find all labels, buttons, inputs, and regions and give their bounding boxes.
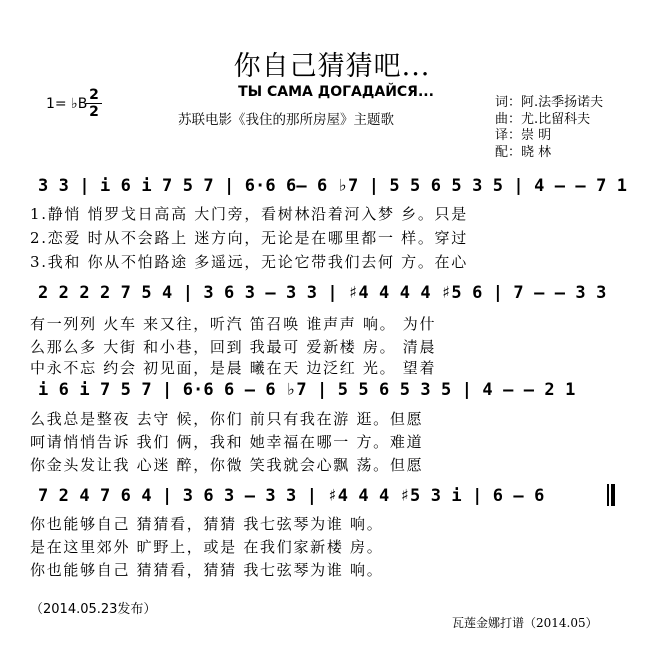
credit-lyricist: 词：阿.法季扬诺夫 <box>495 95 604 110</box>
time-signature-bottom: 2 <box>89 104 99 120</box>
lyric-line: 1.静悄 悄罗戈日高高 大门旁，看树林沿着河入梦 乡。只是 <box>30 205 468 223</box>
lyric-line: 你也能够自己 猜猜看，猜猜 我七弦琴为谁 响。 <box>30 561 384 579</box>
lyric-line: 3.我和 你从不怕路途 多遥远，无论它带我们去何 方。在心 <box>30 253 468 271</box>
song-source: 苏联电影《我住的那所房屋》主题歌 <box>178 112 394 128</box>
credit-composer: 曲：尤.比留科夫 <box>495 111 591 127</box>
notation-line: 7 2 4 7 6 4 | 3 6 3 – 3 3 | ♯4 4 4 ♯5 3 i | 6 – 6 <box>38 486 545 506</box>
final-barline-thin <box>607 484 609 506</box>
lyric-line: 你金头发让我 心迷 醉，你微 笑我就会心飘 荡。但愿 <box>30 456 424 474</box>
transcriber-credit: 瓦莲金娜打谱（2014.05） <box>452 616 598 630</box>
key-signature: 1= ♭B <box>46 96 88 112</box>
lyric-line: 是在这里郊外 旷野上，或是 在我们家新楼 房。 <box>30 538 384 556</box>
time-signature <box>86 88 102 119</box>
lyric-line: 你也能够自己 猜猜看，猜猜 我七弦琴为谁 响。 <box>30 515 384 533</box>
time-signature-top: 2 <box>89 87 99 103</box>
lyric-line: 中永不忘 约会 初见面，是晨 曦在天 边泛红 光。 望着 <box>30 359 437 377</box>
russian-title: ТЫ САМА ДОГАДАЙСЯ... <box>238 84 434 100</box>
notation-line: 3 3 | i 6 i 7 5 7 | 6·6 6– 6 ♭7 | 5 5 6 5 3 5 | 4 – – 7 1 <box>38 176 628 196</box>
lyric-line: 么我总是整夜 去守 候，你们 前只有我在游 逛。但愿 <box>30 410 424 428</box>
notation-line: 2 2 2 2 7 5 4 | 3 6 3 – 3 3 | ♯4 4 4 4 ♯5 6 | 7 – – 3 3 <box>38 283 607 303</box>
credits <box>495 95 603 161</box>
lyric-line: 有一列列 火车 来又往，听汽 笛召唤 谁声声 响。 为什 <box>30 315 437 333</box>
lyric-line: 么那么多 大街 和小巷，回到 我最可 爱新楼 房。 清晨 <box>30 338 437 356</box>
notation-line: i 6 i 7 5 7 | 6·6 6 – 6 ♭7 | 5 5 6 5 3 5 | 4 – – 2 1 <box>38 380 576 400</box>
credit-translator: 译：崇 明 <box>495 128 552 143</box>
publish-date: （2014.05.23发布） <box>30 602 157 617</box>
song-title: 你自己猜猜吧... <box>233 51 431 82</box>
credit-arranger: 配：晓 林 <box>495 144 552 160</box>
final-barline-thick <box>611 484 615 506</box>
lyric-line: 呵请悄悄告诉 我们 俩，我和 她幸福在哪一 方。难道 <box>30 433 424 451</box>
lyric-line: 2.恋爱 时从不会路上 迷方向，无论是在哪里都一 样。穿过 <box>30 229 468 247</box>
